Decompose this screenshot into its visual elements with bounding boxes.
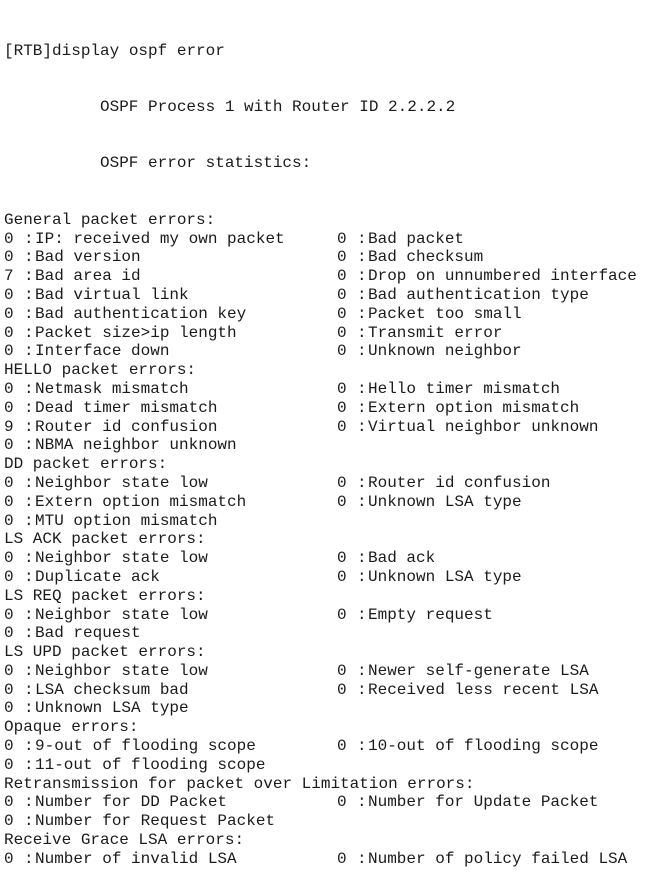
stat-value: 0 bbox=[4, 229, 14, 248]
stat-row bbox=[4, 230, 646, 249]
stat-value: 0 bbox=[337, 229, 347, 248]
stat-row bbox=[4, 699, 646, 718]
stat-entry bbox=[337, 267, 637, 286]
stat-entry bbox=[337, 342, 522, 361]
section-header: Retransmission for packet over Limitation errors: bbox=[4, 774, 475, 793]
stat-value: 0 bbox=[337, 605, 347, 624]
stat-entry bbox=[4, 606, 337, 625]
stat-separator: : bbox=[24, 549, 34, 568]
stat-row bbox=[4, 305, 646, 324]
stat-value: 0 bbox=[337, 492, 347, 511]
stat-separator: : bbox=[24, 248, 34, 267]
stat-entry bbox=[4, 305, 337, 324]
stat-separator: : bbox=[24, 737, 34, 756]
stat-separator: : bbox=[24, 342, 34, 361]
cli-prompt: [RTB] bbox=[4, 41, 53, 60]
stat-separator: : bbox=[357, 398, 367, 417]
stat-label: Neighbor state low bbox=[35, 549, 208, 568]
stat-label: Virtual neighbor unknown bbox=[368, 417, 599, 436]
stat-entry bbox=[337, 324, 502, 343]
stat-value: 0 bbox=[4, 605, 14, 624]
stat-entry bbox=[4, 812, 337, 831]
stat-value: 0 bbox=[4, 473, 14, 492]
stat-row bbox=[4, 248, 646, 267]
stat-separator: : bbox=[24, 285, 34, 304]
stat-label: Extern option mismatch bbox=[35, 492, 247, 511]
stat-entry bbox=[4, 568, 337, 587]
stat-entry bbox=[337, 474, 550, 493]
stat-entry bbox=[4, 418, 337, 437]
stat-separator: : bbox=[357, 492, 367, 511]
stat-label: Neighbor state low bbox=[35, 605, 208, 624]
stat-entry bbox=[337, 793, 598, 812]
section-header: HELLO packet errors: bbox=[4, 361, 197, 380]
stat-label: LSA checksum bad bbox=[35, 680, 189, 699]
stat-label: Bad virtual link bbox=[35, 285, 189, 304]
stat-separator: : bbox=[24, 680, 34, 699]
stat-value: 0 bbox=[337, 567, 347, 586]
stat-value: 0 bbox=[4, 755, 14, 774]
stat-row bbox=[4, 737, 646, 756]
stat-value: 0 bbox=[337, 398, 347, 417]
stat-separator: : bbox=[357, 680, 367, 699]
error-statistics-output bbox=[4, 211, 646, 869]
stat-entry bbox=[4, 756, 337, 775]
stat-row bbox=[4, 756, 646, 775]
stat-entry bbox=[337, 418, 598, 437]
stat-entry bbox=[337, 681, 598, 700]
stat-separator: : bbox=[357, 379, 367, 398]
stat-value: 0 bbox=[4, 285, 14, 304]
stat-entry bbox=[4, 248, 337, 267]
stat-value: 0 bbox=[4, 680, 14, 699]
stat-label: Extern option mismatch bbox=[368, 398, 580, 417]
stat-separator: : bbox=[24, 755, 34, 774]
stat-value: 0 bbox=[337, 793, 347, 812]
stat-separator: : bbox=[357, 285, 367, 304]
stat-value: 0 bbox=[337, 267, 347, 286]
stat-label: Bad area id bbox=[35, 267, 141, 286]
stat-label: NBMA neighbor unknown bbox=[35, 436, 237, 455]
stat-label: 11-out of flooding scope bbox=[35, 755, 266, 774]
stat-separator: : bbox=[357, 267, 367, 286]
stat-value: 0 bbox=[337, 549, 347, 568]
section-header: DD packet errors: bbox=[4, 455, 168, 474]
stat-entry bbox=[4, 737, 337, 756]
stat-value: 0 bbox=[4, 699, 14, 718]
stat-value: 0 bbox=[4, 567, 14, 586]
stat-entry bbox=[337, 399, 579, 418]
stat-entry bbox=[4, 436, 337, 455]
stat-label: Router id confusion bbox=[35, 417, 218, 436]
stat-entry bbox=[337, 248, 483, 267]
stat-label: Unknown LSA type bbox=[368, 492, 522, 511]
stat-label: Router id confusion bbox=[368, 473, 551, 492]
stat-row bbox=[4, 681, 646, 700]
stat-value: 0 bbox=[4, 248, 14, 267]
section-header: LS ACK packet errors: bbox=[4, 530, 206, 549]
stat-label: 9-out of flooding scope bbox=[35, 737, 256, 756]
command-text: display ospf error bbox=[52, 41, 225, 60]
stat-value: 0 bbox=[337, 248, 347, 267]
stat-value: 0 bbox=[337, 417, 347, 436]
stat-label: Unknown LSA type bbox=[368, 567, 522, 586]
stat-separator: : bbox=[357, 323, 367, 342]
stat-separator: : bbox=[357, 661, 367, 680]
stat-separator: : bbox=[24, 511, 34, 530]
stat-label: Bad authentication key bbox=[35, 304, 247, 323]
stat-separator: : bbox=[24, 398, 34, 417]
stat-value: 0 bbox=[337, 661, 347, 680]
stat-label: Bad checksum bbox=[368, 248, 484, 267]
stat-value: 0 bbox=[337, 737, 347, 756]
stat-label: Netmask mismatch bbox=[35, 379, 189, 398]
stat-entry bbox=[337, 549, 435, 568]
stat-row bbox=[4, 812, 646, 831]
stat-separator: : bbox=[24, 323, 34, 342]
stat-entry bbox=[337, 606, 493, 625]
stat-separator: : bbox=[24, 699, 34, 718]
stat-row bbox=[4, 512, 646, 531]
stat-separator: : bbox=[357, 417, 367, 436]
command-line bbox=[4, 42, 646, 61]
stat-separator: : bbox=[24, 473, 34, 492]
stat-label: MTU option mismatch bbox=[35, 511, 218, 530]
stat-separator: : bbox=[24, 492, 34, 511]
stat-entry bbox=[4, 286, 337, 305]
stat-value: 0 bbox=[337, 849, 347, 868]
stat-row bbox=[4, 399, 646, 418]
stat-label: Number of invalid LSA bbox=[35, 849, 237, 868]
stat-entry bbox=[4, 230, 337, 249]
stat-entry bbox=[337, 230, 464, 249]
stat-entry bbox=[4, 474, 337, 493]
stat-label: Received less recent LSA bbox=[368, 680, 599, 699]
stat-separator: : bbox=[357, 549, 367, 568]
stat-row bbox=[4, 267, 646, 286]
stat-label: Number for Request Packet bbox=[35, 812, 276, 831]
stat-separator: : bbox=[24, 661, 34, 680]
stat-label: Duplicate ack bbox=[35, 567, 160, 586]
stat-separator: : bbox=[24, 812, 34, 831]
stat-entry bbox=[4, 699, 337, 718]
stat-separator: : bbox=[357, 849, 367, 868]
stat-separator: : bbox=[357, 248, 367, 267]
stat-value: 0 bbox=[4, 511, 14, 530]
stat-separator: : bbox=[24, 267, 34, 286]
stat-separator: : bbox=[24, 567, 34, 586]
stat-separator: : bbox=[24, 379, 34, 398]
stat-entry bbox=[337, 286, 589, 305]
stat-value: 0 bbox=[4, 849, 14, 868]
stat-row bbox=[4, 474, 646, 493]
stat-label: Number for DD Packet bbox=[35, 793, 228, 812]
stat-entry bbox=[337, 568, 522, 587]
stat-separator: : bbox=[24, 624, 34, 643]
stat-value: 0 bbox=[337, 285, 347, 304]
stat-label: Interface down bbox=[35, 342, 170, 361]
stat-label: Transmit error bbox=[368, 323, 503, 342]
stat-label: Bad ack bbox=[368, 549, 436, 568]
stat-value: 0 bbox=[337, 342, 347, 361]
stat-label: Dead timer mismatch bbox=[35, 398, 218, 417]
stat-row bbox=[4, 380, 646, 399]
stat-label: Packet size>ip length bbox=[35, 323, 237, 342]
statistics-title-line: OSPF error statistics: bbox=[100, 154, 312, 173]
section-header: LS REQ packet errors: bbox=[4, 586, 206, 605]
section-header: Opaque errors: bbox=[4, 718, 139, 737]
stat-value: 0 bbox=[4, 661, 14, 680]
stat-row bbox=[4, 793, 646, 812]
stat-value: 0 bbox=[4, 323, 14, 342]
stat-label: IP: received my own packet bbox=[35, 229, 285, 248]
stat-row bbox=[4, 606, 646, 625]
stat-row bbox=[4, 324, 646, 343]
stat-row bbox=[4, 286, 646, 305]
stat-separator: : bbox=[24, 793, 34, 812]
stat-entry bbox=[337, 662, 589, 681]
stat-row bbox=[4, 436, 646, 455]
stat-label: Bad request bbox=[35, 624, 141, 643]
stat-label: Drop on unnumbered interface bbox=[368, 267, 637, 286]
stat-value: 0 bbox=[4, 737, 14, 756]
stat-entry bbox=[4, 624, 337, 643]
stat-label: Number of policy failed LSA bbox=[368, 849, 628, 868]
stat-value: 0 bbox=[4, 398, 14, 417]
stat-separator: : bbox=[357, 793, 367, 812]
stat-separator: : bbox=[357, 567, 367, 586]
stat-separator: : bbox=[24, 436, 34, 455]
stat-separator: : bbox=[357, 342, 367, 361]
stat-entry bbox=[337, 305, 522, 324]
stat-value: 0 bbox=[4, 436, 14, 455]
stat-row bbox=[4, 549, 646, 568]
stat-entry bbox=[337, 380, 560, 399]
stat-label: Unknown neighbor bbox=[368, 342, 522, 361]
stat-label: Packet too small bbox=[368, 304, 522, 323]
stat-row bbox=[4, 493, 646, 512]
stat-entry bbox=[4, 493, 337, 512]
stat-row bbox=[4, 624, 646, 643]
stat-row bbox=[4, 342, 646, 361]
stat-entry bbox=[4, 850, 337, 869]
stat-label: Unknown LSA type bbox=[35, 699, 189, 718]
stat-value: 0 bbox=[4, 812, 14, 831]
section-header: Receive Grace LSA errors: bbox=[4, 831, 245, 850]
stat-entry bbox=[337, 850, 627, 869]
stat-value: 0 bbox=[4, 793, 14, 812]
stat-label: Empty request bbox=[368, 605, 493, 624]
stat-label: 10-out of flooding scope bbox=[368, 737, 599, 756]
stat-value: 0 bbox=[337, 379, 347, 398]
stat-entry bbox=[4, 662, 337, 681]
stat-entry bbox=[4, 342, 337, 361]
section-header: General packet errors: bbox=[4, 210, 216, 229]
stat-entry bbox=[4, 399, 337, 418]
stat-separator: : bbox=[24, 849, 34, 868]
stat-value: 0 bbox=[4, 379, 14, 398]
section-header: LS UPD packet errors: bbox=[4, 643, 206, 662]
stat-value: 0 bbox=[4, 549, 14, 568]
stat-entry bbox=[4, 267, 337, 286]
stat-label: Bad authentication type bbox=[368, 285, 589, 304]
stat-entry bbox=[4, 549, 337, 568]
stat-row bbox=[4, 662, 646, 681]
stat-label: Hello timer mismatch bbox=[368, 379, 561, 398]
stat-row bbox=[4, 850, 646, 869]
stat-value: 7 bbox=[4, 267, 14, 286]
stat-entry bbox=[337, 737, 598, 756]
stat-separator: : bbox=[357, 229, 367, 248]
stat-value: 0 bbox=[4, 304, 14, 323]
stat-row bbox=[4, 418, 646, 437]
stat-value: 0 bbox=[337, 323, 347, 342]
stat-value: 0 bbox=[4, 492, 14, 511]
stat-separator: : bbox=[357, 605, 367, 624]
stat-label: Number for Update Packet bbox=[368, 793, 599, 812]
stat-separator: : bbox=[24, 304, 34, 323]
stat-separator: : bbox=[24, 417, 34, 436]
stat-row bbox=[4, 568, 646, 587]
stat-entry bbox=[337, 493, 522, 512]
stat-separator: : bbox=[357, 737, 367, 756]
stat-entry bbox=[4, 793, 337, 812]
stat-label: Neighbor state low bbox=[35, 661, 208, 680]
stat-label: Newer self-generate LSA bbox=[368, 661, 589, 680]
stat-value: 0 bbox=[337, 680, 347, 699]
stat-label: Bad version bbox=[35, 248, 141, 267]
stat-separator: : bbox=[24, 605, 34, 624]
stat-label: Neighbor state low bbox=[35, 473, 208, 492]
stat-value: 0 bbox=[337, 304, 347, 323]
stat-value: 9 bbox=[4, 417, 14, 436]
stat-separator: : bbox=[357, 473, 367, 492]
process-info-line: OSPF Process 1 with Router ID 2.2.2.2 bbox=[100, 97, 456, 116]
stat-label: Bad packet bbox=[368, 229, 465, 248]
stat-value: 0 bbox=[337, 473, 347, 492]
stat-value: 0 bbox=[4, 624, 14, 643]
stat-entry bbox=[4, 324, 337, 343]
stat-separator: : bbox=[357, 304, 367, 323]
stat-entry bbox=[4, 380, 337, 399]
stat-entry bbox=[4, 512, 337, 531]
stat-entry bbox=[4, 681, 337, 700]
stat-separator: : bbox=[24, 229, 34, 248]
stat-value: 0 bbox=[4, 342, 14, 361]
